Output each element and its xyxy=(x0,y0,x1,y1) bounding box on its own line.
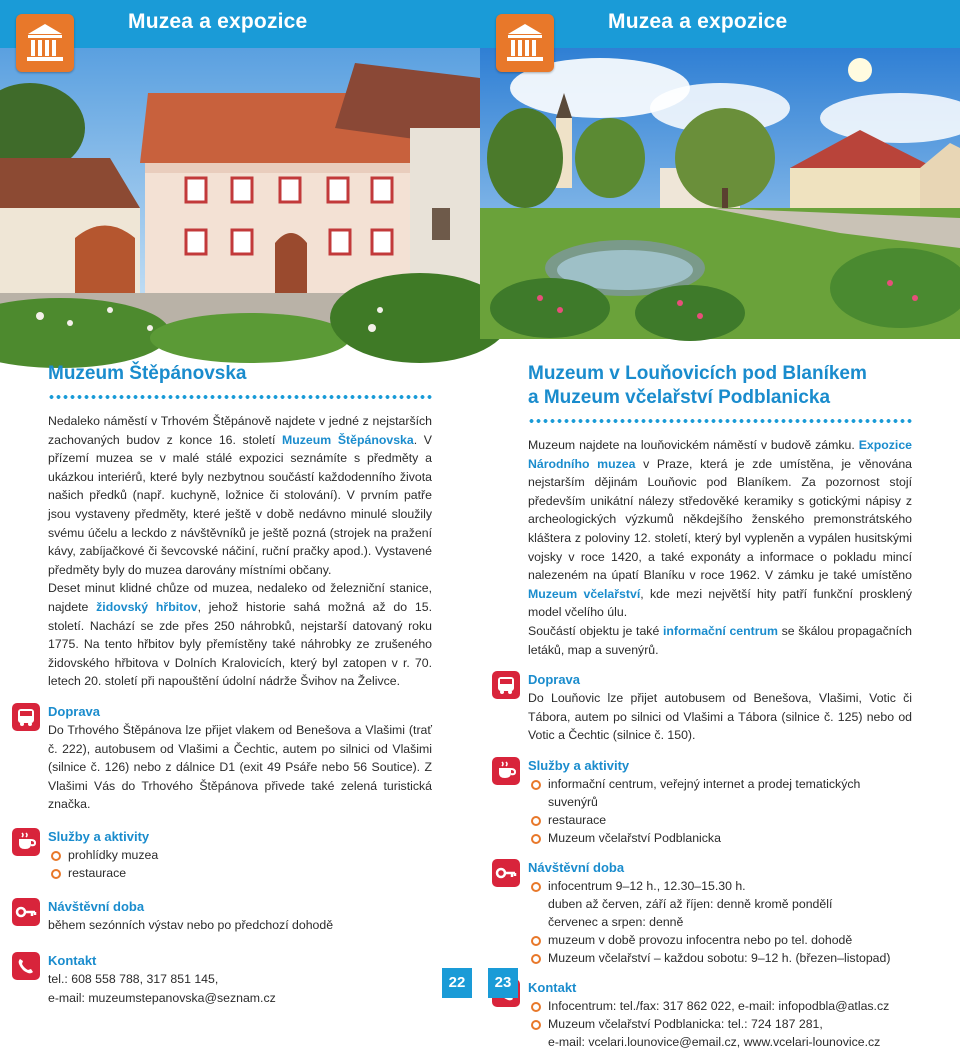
photo-lounovice-square xyxy=(480,48,960,339)
section-doba xyxy=(48,898,432,935)
section-sluzby xyxy=(528,757,912,847)
sluzby-list xyxy=(528,775,912,847)
doprava-title: Doprava xyxy=(48,703,101,719)
museum-logo-icon xyxy=(496,14,554,72)
list-item: informační centrum, veřejný internet a prodej tematických suvenýrů xyxy=(528,775,912,811)
bus-icon xyxy=(492,671,520,699)
list-item: restaurace xyxy=(48,864,432,882)
list-item: infocentrum 9–12 h., 12.30–15.30 h. xyxy=(528,877,912,895)
kontakt-email: e-mail: muzeumstepanovska@seznam.cz xyxy=(48,991,276,1006)
doba-text: během sezónních výstav nebo po předchozí dohodě xyxy=(48,917,334,932)
museum-heading: Muzeum Štěpánovska xyxy=(48,363,247,384)
section-doba xyxy=(528,859,912,967)
list-item: muzeum v době provozu infocentra nebo po tel. dohodě xyxy=(528,931,912,949)
doba-title: Návštěvní doba xyxy=(528,859,625,875)
banner-title: Muzea a expozice xyxy=(128,10,308,33)
sluzby-title: Služby a aktivity xyxy=(528,757,630,773)
highlight-museum-name: Muzeum Štěpánovska xyxy=(282,432,414,447)
right-content xyxy=(528,362,912,1051)
left-content xyxy=(48,362,432,1008)
sluzby-title: Služby a aktivity xyxy=(48,828,150,844)
museum-heading: Muzeum v Louňovicích pod Blaníkem a Muzeum včelařství Podblanicka xyxy=(528,363,867,408)
dotted-divider xyxy=(528,418,912,424)
list-item-continuation: e-mail: vcelari.lounovice@email.cz, www.vcelari-lounovice.cz xyxy=(548,1034,881,1049)
highlight-beekeeping-museum: Muzeum včelařství xyxy=(528,586,641,601)
section-doprava xyxy=(48,703,432,814)
highlight-info-center: informační centrum xyxy=(662,623,778,638)
doba-title: Návštěvní doba xyxy=(48,898,145,914)
highlight-cemetery: židovský hřbitov xyxy=(96,599,198,614)
intro-paragraph: Muzeum najdete na louňovickém náměstí v budově zámku. Expozice Národního muzea v Praze, která je zde umístěna, je věnována nejstarším dějinám Louňovic pod Blaníkem. Za pozornost stojí především unikátní nálezy středověké keramiky s gotickými nápisy z archeologických výzkumů někdejšího ženského premonstrátského kláštera z poloviny 12. století, který byl vypleněn a vypálen husitskými vojsky v roce 1420, a také exponáty a informace o pokladu mincí nalezeném na úpatí Blaníku v roce 1962. V zámku je také umístěno Muzeum včelařství, kde mezi největší hity patří funkční prosklený model včelího úlu. xyxy=(528,438,913,620)
banner-title: Muzea a expozice xyxy=(608,10,788,33)
kontakt-title: Kontakt xyxy=(528,979,577,995)
list-item: prohlídky muzea xyxy=(48,846,432,864)
sluzby-list xyxy=(48,846,432,882)
list-item: Muzeum včelařství Podblanicka xyxy=(528,829,912,847)
intro-paragraph: Nedaleko náměstí v Trhovém Štěpánově najdete v jedné z nejstarších zachovaných budov z konce 16. století Muzeum Štěpánovska. V přízemí muzea se v malé stálé expozici seznámíte s předměty a ukázkou interiérů, které byly nezbytnou součástí každodenního života našich předků (např. kuchyně, ložnice či stolování). V prvním patře jsou vystaveny předměty, které ještě v době nedávno minulé sloužily svému účelu a leckdo z návštěvníků je ještě pozná (strojek na pražení kávy, zabíjačkové či ševcovské náčiní, ruční pračky apod.). Vystavené předměty byly do muzea darovány místními občany. xyxy=(48,414,432,577)
museum-logo-icon xyxy=(16,14,74,72)
kontakt-phone: tel.: 608 558 788, 317 851 145, xyxy=(48,972,219,987)
highlight-national-museum: Expozice Národního muzea xyxy=(528,438,912,471)
cup-icon xyxy=(492,757,520,785)
list-item: Muzeum včelařství Podblanicka: tel.: 724 187 281, xyxy=(528,1015,912,1033)
cemetery-paragraph: Deset minut klidné chůze od muzea, nedaleko od železniční stanice, najdete židovský hřbitov, jehož historie sahá možná až do 15. století. Nachází se zde přes 250 náhrobků, nejstarší datovaný roku 1775. Na tento hřbitov byly přemístěny také náhrobky ze zrušeného židovského hřbitova v Dolních Kralovicích, který byl zatopen v r. 70. letech 20. století při napouštění údolní nádrže Švihov na Želivce. xyxy=(48,581,432,689)
list-item: restaurace xyxy=(528,811,912,829)
doprava-text: Do Louňovic lze přijet autobusem od Benešova, Vlašimi, Votic či Tábora, autem po silnici od Vlašimi a Tábora (silnice č. 125) nebo od Votic a Čechtic (silnice č. 150). xyxy=(528,691,912,743)
kontakt-list xyxy=(528,997,912,1051)
key-icon xyxy=(492,859,520,887)
doba-list xyxy=(528,877,912,967)
info-center-paragraph: Součástí objektu je také informační centrum se škálou propagačních letáků, map a suvenýrů. xyxy=(528,623,912,657)
section-sluzby xyxy=(48,828,432,882)
list-item: Infocentrum: tel./fax: 317 862 022, e-mail: infopodbla@atlas.cz xyxy=(528,997,912,1015)
list-item: Muzeum včelařství – každou sobotu: 9–12 h. (březen–listopad) xyxy=(528,949,912,967)
section-doprava xyxy=(528,671,912,745)
doprava-text: Do Trhového Štěpánova lze přijet vlakem od Benešova a Vlašimi (trať č. 222), autobusem od Vlašimi a Čechtic, autem po silnici od Vlašimi (silnice č. 126) nebo z dálnice D1 (exit 49 Psáře nebo 56 Soutice). Z Vlašimi Vás do Trhového Štěpánova přivede také zelená turistická značka. xyxy=(48,722,432,812)
bus-icon xyxy=(12,703,40,731)
cup-icon xyxy=(12,828,40,856)
kontakt-title: Kontakt xyxy=(48,953,97,969)
key-icon xyxy=(12,898,40,926)
right-page xyxy=(480,0,960,1049)
page-number: 22 xyxy=(442,968,472,998)
section-kontakt xyxy=(48,952,432,1007)
page-number: 23 xyxy=(488,968,518,998)
list-item-continuation: duben až červen, září až říjen: denně kromě pondělí xyxy=(548,896,833,911)
photo-stepanov-museum xyxy=(0,48,480,339)
phone-icon xyxy=(12,952,40,980)
doprava-title: Doprava xyxy=(528,672,581,688)
list-item-continuation: červenec a srpen: denně xyxy=(548,914,684,929)
section-kontakt xyxy=(528,979,912,1051)
dotted-divider xyxy=(48,394,432,400)
left-page xyxy=(0,0,480,1018)
